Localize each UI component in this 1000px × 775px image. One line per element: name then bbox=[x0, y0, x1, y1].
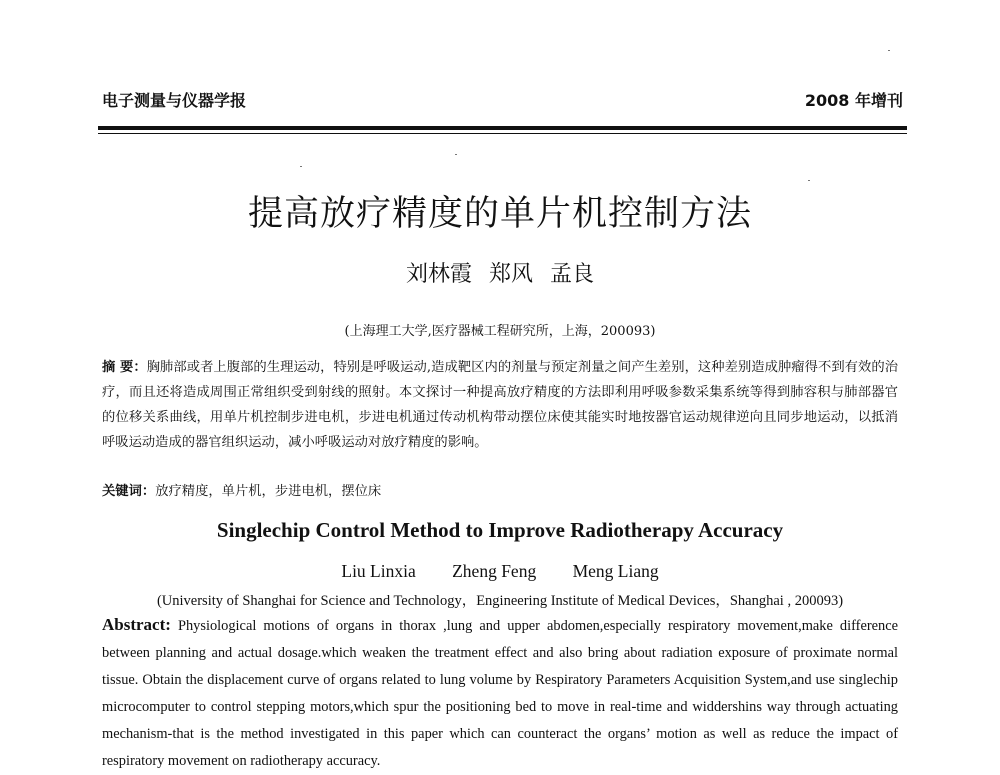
paper-title-cn: 提高放疗精度的单片机控制方法 bbox=[247, 194, 752, 234]
keywords-cn-text: 放疗精度，单片机，步进电机，摆位床 bbox=[155, 484, 382, 499]
abstract-cn bbox=[102, 355, 898, 455]
header-rule-thin bbox=[98, 133, 907, 134]
scan-speck bbox=[300, 166, 302, 167]
running-header bbox=[102, 88, 903, 112]
affiliation-cn: (上海理工大学,医疗器械工程研究所，上海，200093) bbox=[344, 324, 656, 339]
abstract-cn-text: 胸肺部或者上腹部的生理运动，特别是呼吸运动,造成靶区内的剂量与预定剂量之间产生差别，这种差别造成肿瘤得不到有效的治疗，而且还将造成周围正常组织受到射线的照射。本文探讨一种提高放疗精度的方法即利用呼吸参数采集系统等得到肺容积与肺部器官的位移关系曲线，用单片机控制步进电机，步进电机通过传动机构带动摆位床使其能实时地按器官运动规律逆向且同步地运动，以抵消呼吸运动造成的器官组织运动，减小呼吸运动对放疗精度的影响。 bbox=[102, 360, 898, 450]
keywords-cn-label: 关键词： bbox=[102, 484, 156, 499]
affiliation-en: (University of Shanghai for Science and Technology，Engineering Institute of Medical Devices，Shanghai , 200093) bbox=[156, 593, 844, 609]
authors-cn: 刘林霞 郑风 孟良 bbox=[406, 262, 594, 287]
scan-speck bbox=[808, 180, 810, 181]
author-en: Meng Liang bbox=[572, 561, 659, 581]
scan-speck bbox=[888, 50, 890, 51]
keywords-cn bbox=[102, 480, 898, 499]
author-en: Liu Linxia bbox=[341, 561, 416, 581]
issue-label: 2008 年增刊 bbox=[804, 91, 903, 110]
authors-en bbox=[0, 561, 1000, 582]
journal-name: 电子测量与仪器学报 bbox=[102, 91, 247, 110]
abstract-en bbox=[102, 611, 898, 775]
abstract-en-text: Physiological motions of organs in thorax ,lung and upper abdomen,especially respiratory movement,make difference between planning and actual dosage.which weaken the treatment effect and also bring about radiation exposure of proximate normal tissue. Obtain the displacement curve of organs related to lung volume by Respiratory Parameters Acquisition System,and use singlechip microcomputer to control stepping motors,which spur the positioning bed to move in real-time and widdershins way through actuating mechanism-that is the method investigated in this paper which can counteract the organs’ motion as well as reduce the impact of respiratory movement on radiotherapy accuracy. bbox=[102, 618, 898, 769]
abstract-cn-label: 摘 要： bbox=[102, 360, 147, 375]
scan-speck bbox=[455, 154, 457, 155]
author-en: Zheng Feng bbox=[452, 561, 537, 581]
paper-title-en: Singlechip Control Method to Improve Radiotherapy Accuracy bbox=[216, 518, 784, 542]
abstract-en-label: Abstract: bbox=[102, 615, 171, 634]
header-rule-thick bbox=[98, 126, 907, 130]
